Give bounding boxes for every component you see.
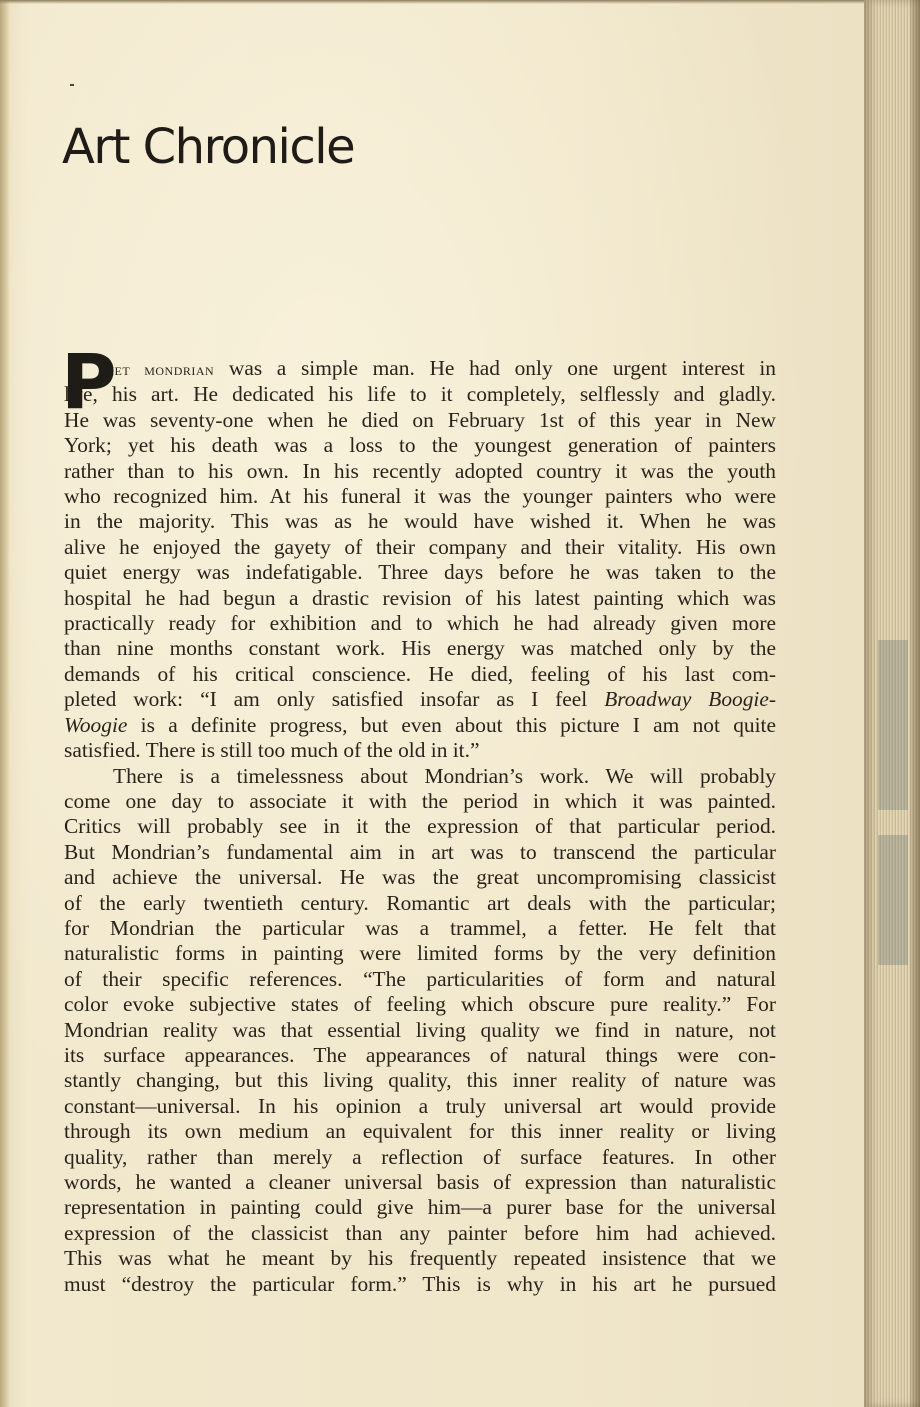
article-body xyxy=(61,330,776,1297)
page-top-edge xyxy=(0,0,920,4)
text-line: There is a timelessness about Mondrian’s work. We will probably xyxy=(113,763,776,788)
text-line: life, his art. He dedicated his life to it completely, selflessly and gladly. xyxy=(64,382,776,407)
text-line: expression of the classicist than any painter before him had achieved. xyxy=(64,1220,776,1245)
text-line: But Mondrian’s fundamental aim in art was to transcend the particular xyxy=(64,839,776,864)
book-page-edges xyxy=(864,0,920,1407)
text-line: for Mondrian the particular was a trammel, a fetter. He felt that xyxy=(64,915,776,940)
edge-stamp-mark xyxy=(878,640,908,810)
text-line: demands of his critical conscience. He died, feeling of his last com- xyxy=(64,661,776,686)
text-line xyxy=(64,713,776,738)
text-line: than nine months constant work. His energy was matched only by the xyxy=(64,636,776,661)
page-mark xyxy=(70,84,74,86)
text-line: words, he wanted a cleaner universal basis of expression than naturalistic xyxy=(64,1170,776,1194)
text-span: was a simple man. He had only one urgent interest in xyxy=(214,356,776,380)
text-line: of their specific references. “The particularities of form and natural xyxy=(64,966,776,991)
text-line: Mondrian reality was that essential living quality we find in nature, not xyxy=(64,1017,776,1042)
text-line: rather than to his own. In his recently adopted country it was the youth xyxy=(64,458,776,483)
paragraph-2 xyxy=(64,764,776,1298)
text-line: quality, rather than merely a reflection of surface features. In other xyxy=(64,1144,776,1169)
painting-title: Woogie xyxy=(64,712,128,737)
text-line xyxy=(64,687,776,712)
edge-stamp-mark xyxy=(878,835,908,965)
text-line: representation in painting could give him—a purer base for the universal xyxy=(64,1195,776,1220)
article-title: Art Chronicle xyxy=(62,119,355,175)
page-gutter-shadow xyxy=(0,0,10,1407)
text-line: through its own medium an equivalent for this inner reality or living xyxy=(64,1119,776,1144)
text-line: hospital he had begun a drastic revision of his latest painting which was xyxy=(64,585,776,610)
paragraph-1 xyxy=(61,337,776,764)
text-line: Critics will probably see in it the expression of that particular period. xyxy=(64,814,776,839)
text-span: pleted work: “I am only satisfied insofar as I feel xyxy=(64,687,605,712)
text-line: naturalistic forms in painting were limited forms by the very definition xyxy=(64,941,776,966)
text-line: color evoke subjective states of feeling which obscure pure reality.” For xyxy=(64,992,776,1017)
book-edge-shade xyxy=(910,0,920,1407)
text-line: This was what he meant by his frequently repeated insistence that we xyxy=(64,1246,776,1271)
text-line: He was seventy-one when he died on February 1st of this year in New xyxy=(64,407,776,432)
painting-title: Broadway Boogie- xyxy=(604,687,776,712)
text-line: York; yet his death was a loss to the youngest generation of painters xyxy=(64,433,776,458)
text-line: who recognized him. At his funeral it was the younger painters who were xyxy=(64,484,776,509)
text-line: practically ready for exhibition and to which he had already given more xyxy=(64,611,776,636)
text-line: in the majority. This was as he would have wished it. When he was xyxy=(64,509,776,534)
text-line: must “destroy the particular form.” This is why in his art he pursued xyxy=(64,1271,776,1296)
text-line: of the early twentieth century. Romantic art deals with the particular; xyxy=(64,890,776,915)
author-smallcaps: iet mondrian xyxy=(110,360,215,379)
text-line: come one day to associate it with the period in which it was painted. xyxy=(64,788,776,813)
text-line: alive he enjoyed the gayety of their company and their vitality. His own xyxy=(64,534,776,559)
drop-cap: P xyxy=(61,337,115,426)
text-line: quiet energy was indefatigable. Three days before he was taken to the xyxy=(64,560,776,585)
text-line: constant—universal. In his opinion a truly universal art would provide xyxy=(64,1093,776,1118)
text-span: is a definite progress, but even about this picture I am not quite xyxy=(127,712,776,737)
text-line: and achieve the universal. He was the great uncompromising classicist xyxy=(64,865,776,890)
text-line xyxy=(64,356,776,382)
text-line: satisfied. There is still too much of the old in it.” xyxy=(64,738,480,763)
text-line: stantly changing, but this living quality, this inner reality of nature was xyxy=(64,1068,776,1093)
text-line: its surface appearances. The appearances of natural things were con- xyxy=(64,1042,776,1067)
